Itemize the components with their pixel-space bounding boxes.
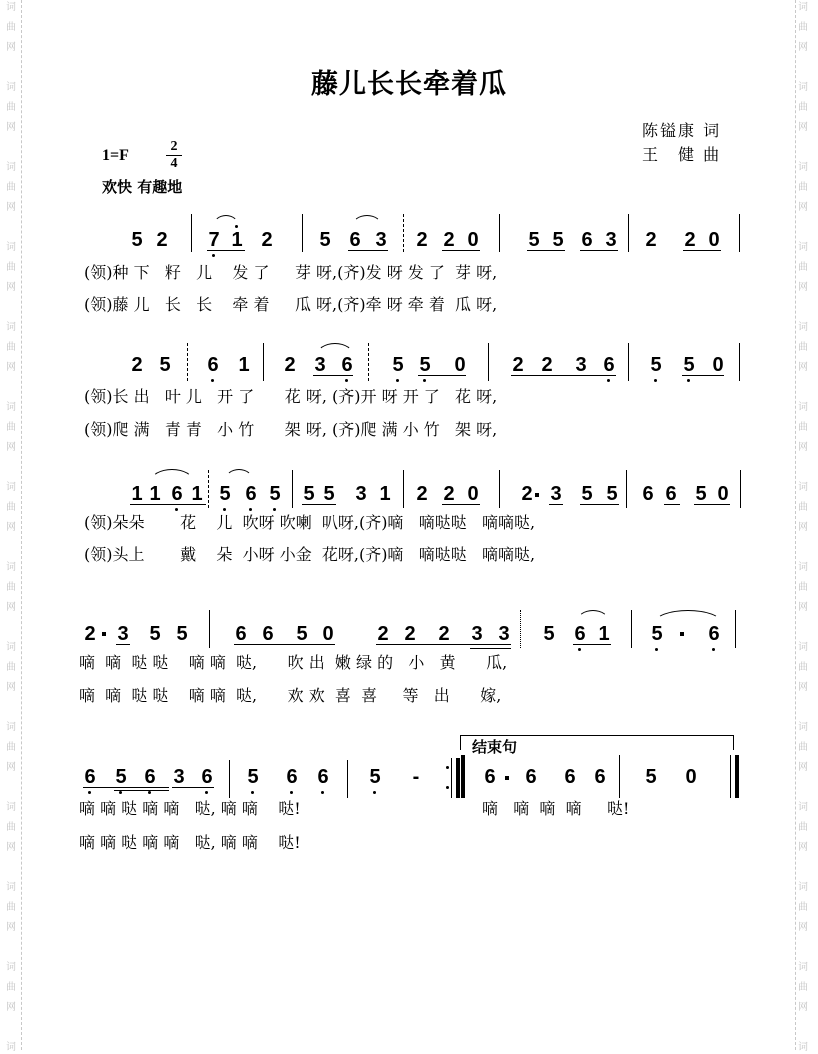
lyric-line: (领)长 出 叶 儿 开 了 花 呀, (齐)开 呀 开 了 花 呀, <box>84 387 498 406</box>
low-octave-dot <box>211 379 214 382</box>
watermark-glyph: 网 <box>798 682 808 693</box>
note: 1 <box>149 483 161 505</box>
note: 5 <box>695 483 707 505</box>
watermark-glyph: 词 <box>6 722 16 733</box>
note: 2 <box>684 229 696 251</box>
watermark-glyph: 词 <box>6 162 16 173</box>
low-octave-dot <box>205 791 208 794</box>
watermark-glyph: 网 <box>6 682 16 693</box>
watermark-glyph: 网 <box>6 202 16 213</box>
watermark-glyph: 网 <box>6 1002 16 1013</box>
watermark-glyph: 词 <box>6 1042 16 1053</box>
note: 5 <box>543 623 555 645</box>
note: 2 <box>438 623 450 645</box>
note: 0 <box>454 354 466 376</box>
note: 6 <box>349 229 361 251</box>
note: 6 <box>581 229 593 251</box>
watermark-glyph: 曲 <box>6 662 16 673</box>
note: 6 <box>286 766 298 788</box>
watermark-glyph: 曲 <box>6 102 16 113</box>
watermark-divider-left <box>21 0 22 1050</box>
watermark-glyph: 词 <box>798 882 808 893</box>
lyric-line: 嘀 嘀 哒 哒 嘀 嘀 哒, 吹 出 嫩 绿 的 小 黄 瓜, <box>79 653 508 672</box>
note: 5 <box>650 354 662 376</box>
watermark-glyph: 网 <box>798 762 808 773</box>
note: 2 <box>512 354 524 376</box>
composer-credit: 王 健 曲 <box>642 145 722 164</box>
watermark-glyph: 词 <box>6 242 16 253</box>
note: 0 <box>717 483 729 505</box>
note: 6 <box>594 766 606 788</box>
watermark-glyph: 词 <box>798 322 808 333</box>
watermark-glyph: 词 <box>6 2 16 13</box>
watermark-glyph: 网 <box>6 442 16 453</box>
time-denominator: 4 <box>170 156 178 171</box>
watermark-glyph: 曲 <box>798 982 808 993</box>
low-octave-dot <box>223 508 226 511</box>
watermark-glyph: 曲 <box>798 102 808 113</box>
note: 5 <box>159 354 171 376</box>
note: - <box>412 766 420 788</box>
watermark-glyph: 词 <box>6 82 16 93</box>
note: 2 <box>416 229 428 251</box>
note: 6 <box>262 623 274 645</box>
note: 3 <box>375 229 387 251</box>
low-octave-dot <box>249 508 252 511</box>
note: 6 <box>144 766 156 788</box>
note: 2 <box>521 483 533 505</box>
note: 1 <box>598 623 610 645</box>
watermark-glyph: 曲 <box>6 22 16 33</box>
lyric-line: (领)爬 满 青 青 小 竹 架 呀, (齐)爬 满 小 竹 架 呀, <box>84 420 498 439</box>
low-octave-dot <box>607 379 610 382</box>
note: 0 <box>708 229 720 251</box>
note: 5 <box>269 483 281 505</box>
watermark-glyph: 曲 <box>798 662 808 673</box>
watermark-glyph: 网 <box>6 282 16 293</box>
note: 6 <box>201 766 213 788</box>
note: 3 <box>575 354 587 376</box>
note: 6 <box>235 623 247 645</box>
note: 1 <box>379 483 391 505</box>
note: 0 <box>712 354 724 376</box>
lyric-line: (领)种 下 籽 儿 发 了 芽 呀,(齐)发 呀 发 了 芽 呀, <box>84 263 498 282</box>
note: 6 <box>564 766 576 788</box>
watermark-glyph: 曲 <box>6 262 16 273</box>
note: 2 <box>443 483 455 505</box>
time-signature <box>166 140 182 171</box>
watermark-glyph: 网 <box>798 442 808 453</box>
note: 7 <box>208 229 220 251</box>
note: 5 <box>392 354 404 376</box>
note: 0 <box>467 483 479 505</box>
watermark-glyph: 曲 <box>798 822 808 833</box>
watermark-glyph: 网 <box>798 282 808 293</box>
low-octave-dot <box>290 791 293 794</box>
watermark-glyph: 词 <box>6 642 16 653</box>
watermark-glyph: 网 <box>798 1002 808 1013</box>
low-octave-dot <box>175 508 178 511</box>
low-octave-dot <box>88 791 91 794</box>
note: 5 <box>149 623 161 645</box>
low-octave-dot <box>119 791 122 794</box>
note: 1 <box>238 354 250 376</box>
watermark-glyph: 曲 <box>6 582 16 593</box>
note: 5 <box>606 483 618 505</box>
watermark-glyph: 曲 <box>798 182 808 193</box>
low-octave-dot <box>148 791 151 794</box>
watermark-glyph: 网 <box>6 362 16 373</box>
watermark-glyph: 网 <box>6 522 16 533</box>
watermark-divider-right <box>795 0 796 1050</box>
watermark-glyph: 词 <box>6 402 16 413</box>
note: 3 <box>173 766 185 788</box>
watermark-glyph: 词 <box>798 402 808 413</box>
watermark-glyph: 曲 <box>6 742 16 753</box>
watermark-glyph: 网 <box>798 602 808 613</box>
lyricist-credit: 陈镒康 词 <box>642 121 722 140</box>
lyric-line: (领)头上 戴 朵 小呀 小金 花呀,(齐)嘀 嘀哒哒 嘀嘀哒, <box>84 545 536 564</box>
note: 3 <box>498 623 510 645</box>
note: 5 <box>219 483 231 505</box>
lyric-line: 嘀 嘀 哒 嘀 嘀 哒, 嘀 嘀 哒! <box>79 799 301 818</box>
low-octave-dot <box>251 791 254 794</box>
time-numerator: 2 <box>170 139 178 154</box>
watermark-glyph: 曲 <box>6 422 16 433</box>
watermark-glyph: 词 <box>6 962 16 973</box>
note: 1 <box>191 483 203 505</box>
note: 1 <box>231 229 243 251</box>
note: 3 <box>314 354 326 376</box>
watermark-glyph: 网 <box>798 362 808 373</box>
low-octave-dot <box>712 648 715 651</box>
watermark-glyph: 网 <box>6 42 16 53</box>
note: 1 <box>131 483 143 505</box>
note: 6 <box>84 766 96 788</box>
low-octave-dot <box>396 379 399 382</box>
watermark-glyph: 网 <box>6 602 16 613</box>
watermark-glyph: 曲 <box>798 422 808 433</box>
watermark-glyph: 网 <box>6 762 16 773</box>
watermark-left <box>0 0 26 1053</box>
watermark-glyph: 曲 <box>798 902 808 913</box>
lyric-line: (领)朵朵 花 儿 吹呀 吹喇 叭呀,(齐)嘀 嘀哒哒 嘀嘀哒, <box>84 513 536 532</box>
watermark-glyph: 曲 <box>6 182 16 193</box>
note: 5 <box>369 766 381 788</box>
note: 5 <box>296 623 308 645</box>
watermark-glyph: 网 <box>798 202 808 213</box>
watermark-glyph: 网 <box>798 122 808 133</box>
tempo-marking: 欢快 有趣地 <box>102 178 183 196</box>
note: 6 <box>642 483 654 505</box>
key-signature: 1=F <box>102 147 129 164</box>
ending-label: 结束句 <box>472 738 518 756</box>
watermark-glyph: 曲 <box>798 262 808 273</box>
note: 3 <box>355 483 367 505</box>
watermark-glyph: 词 <box>6 802 16 813</box>
watermark-glyph: 曲 <box>6 822 16 833</box>
note: 2 <box>284 354 296 376</box>
note: 5 <box>131 229 143 251</box>
note: 0 <box>685 766 697 788</box>
watermark-glyph: 曲 <box>798 502 808 513</box>
lyric-line: 嘀 嘀 哒 哒 嘀 嘀 哒, 欢 欢 喜 喜 等 出 嫁, <box>79 686 502 705</box>
lyric-line: (领)藤 儿 长 长 牵 着 瓜 呀,(齐)牵 呀 牵 着 瓜 呀, <box>84 295 498 314</box>
note: 5 <box>683 354 695 376</box>
note: 2 <box>416 483 428 505</box>
watermark-glyph: 词 <box>798 242 808 253</box>
note: 5 <box>115 766 127 788</box>
note: 6 <box>665 483 677 505</box>
note: 6 <box>341 354 353 376</box>
watermark-glyph: 网 <box>6 922 16 933</box>
low-octave-dot <box>423 379 426 382</box>
note: 5 <box>581 483 593 505</box>
note: 6 <box>603 354 615 376</box>
low-octave-dot <box>273 508 276 511</box>
low-octave-dot <box>373 791 376 794</box>
note: 2 <box>443 229 455 251</box>
note: 6 <box>484 766 496 788</box>
note: 5 <box>176 623 188 645</box>
note: 3 <box>471 623 483 645</box>
note: 5 <box>528 229 540 251</box>
low-octave-dot <box>578 648 581 651</box>
low-octave-dot <box>687 379 690 382</box>
ending-lyric-line: 嘀 嘀 嘀 嘀 哒! <box>482 799 630 818</box>
note: 6 <box>317 766 329 788</box>
note: 2 <box>404 623 416 645</box>
note: 5 <box>247 766 259 788</box>
note: 2 <box>84 623 96 645</box>
watermark-glyph: 网 <box>6 842 16 853</box>
note: 2 <box>541 354 553 376</box>
watermark-glyph: 词 <box>798 162 808 173</box>
note: 3 <box>550 483 562 505</box>
note: 6 <box>525 766 537 788</box>
song-title: 藤儿长长牵着瓜 <box>311 69 507 100</box>
watermark-glyph: 词 <box>798 722 808 733</box>
watermark-glyph: 网 <box>798 922 808 933</box>
note: 0 <box>322 623 334 645</box>
watermark-glyph: 曲 <box>798 22 808 33</box>
watermark-glyph: 词 <box>798 962 808 973</box>
watermark-glyph: 词 <box>798 82 808 93</box>
note: 6 <box>171 483 183 505</box>
note: 5 <box>323 483 335 505</box>
note: 0 <box>467 229 479 251</box>
note: 6 <box>207 354 219 376</box>
watermark-glyph: 词 <box>798 1042 808 1053</box>
watermark-glyph: 词 <box>798 482 808 493</box>
note: 5 <box>303 483 315 505</box>
watermark-glyph: 词 <box>6 322 16 333</box>
watermark-glyph: 词 <box>798 2 808 13</box>
note: 5 <box>319 229 331 251</box>
note: 3 <box>605 229 617 251</box>
watermark-glyph: 曲 <box>6 502 16 513</box>
watermark-glyph: 网 <box>798 42 808 53</box>
note: 6 <box>245 483 257 505</box>
watermark-glyph: 词 <box>798 642 808 653</box>
watermark-glyph: 词 <box>6 482 16 493</box>
note: 3 <box>117 623 129 645</box>
low-octave-dot <box>655 648 658 651</box>
watermark-glyph: 曲 <box>798 742 808 753</box>
low-octave-dot <box>321 791 324 794</box>
note: 2 <box>261 229 273 251</box>
note: 2 <box>156 229 168 251</box>
note: 5 <box>651 623 663 645</box>
watermark-glyph: 曲 <box>6 982 16 993</box>
watermark-glyph: 曲 <box>798 342 808 353</box>
low-octave-dot <box>654 379 657 382</box>
low-octave-dot <box>345 379 348 382</box>
watermark-glyph: 词 <box>798 562 808 573</box>
watermark-glyph: 词 <box>6 882 16 893</box>
watermark-glyph: 词 <box>798 802 808 813</box>
note: 2 <box>645 229 657 251</box>
watermark-glyph: 曲 <box>798 582 808 593</box>
note: 6 <box>574 623 586 645</box>
watermark-glyph: 曲 <box>6 902 16 913</box>
note: 5 <box>552 229 564 251</box>
lyric-line: 嘀 嘀 哒 嘀 嘀 哒, 嘀 嘀 哒! <box>79 833 301 852</box>
note: 5 <box>645 766 657 788</box>
note: 2 <box>377 623 389 645</box>
watermark-glyph: 网 <box>798 522 808 533</box>
watermark-glyph: 词 <box>6 562 16 573</box>
watermark-glyph: 网 <box>798 842 808 853</box>
note: 5 <box>419 354 431 376</box>
watermark-glyph: 网 <box>6 122 16 133</box>
low-octave-dot <box>212 254 215 257</box>
note: 2 <box>131 354 143 376</box>
note: 6 <box>708 623 720 645</box>
watermark-glyph: 曲 <box>6 342 16 353</box>
